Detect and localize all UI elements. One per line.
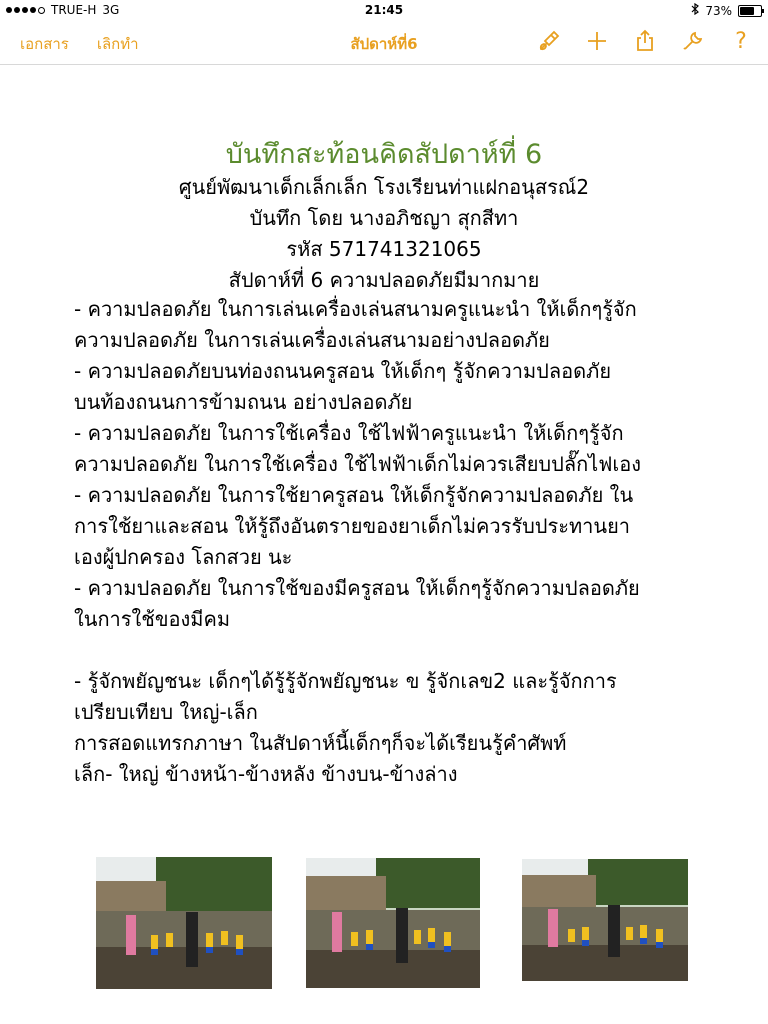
document-title: สัปดาห์ที่6 xyxy=(350,35,418,53)
body-line: - ความปลอดภัย ในการใช้เครื่อง ใช้ไฟฟ้าครูแนะนำ ให้เด็กๆรู้จัก xyxy=(74,421,624,445)
body-text xyxy=(74,294,714,790)
document-canvas[interactable] xyxy=(0,64,768,1024)
body-line: ความปลอดภัย ในการเล่นเครื่องเล่นสนามอย่างปลอดภัย xyxy=(74,328,550,352)
carrier-name: TRUE-H xyxy=(51,3,97,17)
photo-children-2[interactable] xyxy=(306,858,480,988)
center-school: ศูนย์พัฒนาเด็กเล็กเล็ก โรงเรียนท่าแฝกอนุสรณ์2 xyxy=(178,175,590,199)
battery-icon xyxy=(738,5,762,17)
body-line: ความปลอดภัย ในการใช้เครื่อง ใช้ไฟฟ้าเด็กไม่ควรเสียบปลั๊กไฟเอง xyxy=(74,452,642,476)
body-line: บนท้องถนนการข้ามถนน อย่างปลอดภัย xyxy=(74,390,413,414)
reflection-title: บันทึกสะท้อนคิดสัปดาห์ที่ 6 xyxy=(225,139,543,170)
undo-button[interactable]: เลิกทำ xyxy=(96,35,139,53)
paintbrush-icon[interactable] xyxy=(536,28,562,54)
wrench-icon[interactable] xyxy=(680,28,706,54)
share-icon[interactable] xyxy=(632,28,658,54)
bluetooth-icon xyxy=(691,3,699,18)
blank-line xyxy=(74,635,714,666)
toolbar xyxy=(0,20,768,65)
plus-icon[interactable] xyxy=(584,28,610,54)
body-line: การสอดแทรกภาษา ในสัปดาห์นี้เด็กๆก็จะได้เรียนรู้คำศัพท์ xyxy=(74,731,567,755)
network-type: 3G xyxy=(102,3,120,17)
body-line: - ความปลอดภัย ในการเล่นเครื่องเล่นสนามครูแนะนำ ให้เด็กๆรู้จัก xyxy=(74,297,637,321)
body-line: เปรียบเทียบ ใหญ่-เล็ก xyxy=(74,700,258,724)
body-line: - ความปลอดภัย ในการใช้ของมีครูสอน ให้เด็กๆรู้จักความปลอดภัย xyxy=(74,576,640,600)
documents-button[interactable]: เอกสาร xyxy=(20,35,69,53)
status-bar xyxy=(0,0,768,20)
photo-children-3[interactable] xyxy=(522,859,688,981)
center-author: บันทึก โดย นางอภิชญา สุกสีทา xyxy=(249,206,519,230)
photo-children-1[interactable] xyxy=(96,857,272,989)
help-icon[interactable]: ? xyxy=(735,28,747,54)
body-line: - ความปลอดภัยบนท่องถนนครูสอน ให้เด็กๆ รู้จักความปลอดภัย xyxy=(74,359,612,383)
body-line: ในการใช้ของมีคม xyxy=(74,607,231,631)
body-line: - ความปลอดภัย ในการใช้ยาครูสอน ให้เด็กรู้จักความปลอดภัย ใน xyxy=(74,483,634,507)
center-code: รหัส 571741321065 xyxy=(286,237,482,261)
body-line: เองผู้ปกครอง โลกสวย นะ xyxy=(74,545,293,569)
center-week: สัปดาห์ที่ 6 ความปลอดภัยมีมากมาย xyxy=(228,268,540,292)
body-line: เล็ก- ใหญ่ ข้างหน้า-ข้างหลัง ข้างบน-ข้างล่าง xyxy=(74,762,458,786)
battery-percent: 73% xyxy=(705,3,732,18)
status-time: 21:45 xyxy=(364,3,404,17)
status-right xyxy=(691,3,762,18)
body-line: การใช้ยาและสอน ให้รู้ถึงอันตรายของยาเด็กไม่ควรรับประทานยา xyxy=(74,514,631,538)
body-line: - รู้จักพยัญชนะ เด็กๆได้รู้รู้จักพยัญชนะ ข รู้จักเลข2 และรู้จักการ xyxy=(74,669,617,693)
